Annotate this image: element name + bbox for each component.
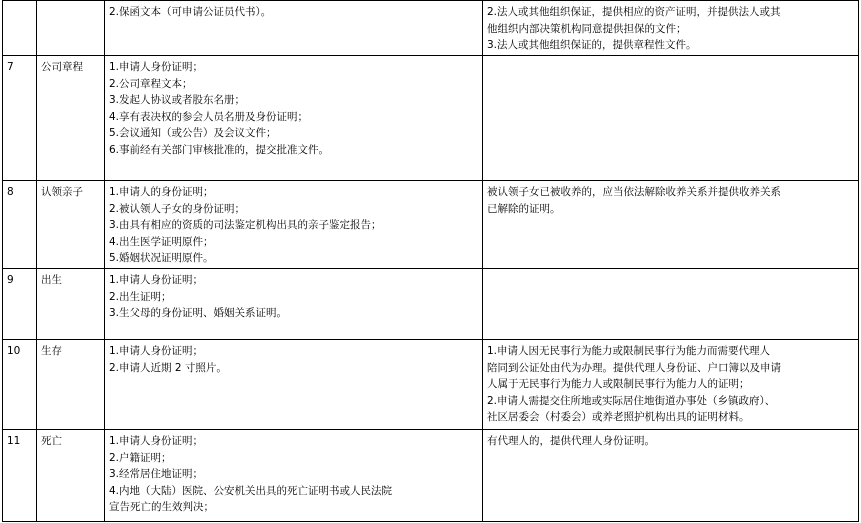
material-line: 3.经常居住地证明； <box>109 468 204 480</box>
item-name: 死亡 <box>37 430 105 522</box>
table-row <box>3 1 859 56</box>
note-line: 有代理人的，提供代理人身份证明。 <box>487 435 655 447</box>
note-line: 2.法人或其他组织保证，提供相应的资产证明，并提供法人或其 <box>487 6 781 18</box>
notary-materials-table <box>2 0 859 522</box>
material-line: 1.申请人身份证明； <box>109 435 204 447</box>
note-line: 3.法人或其他组织保证的，提供章程性文件。 <box>487 39 697 51</box>
table-row <box>3 56 859 181</box>
item-name: 出生 <box>37 269 105 340</box>
material-line: 2.保函文本（可申请公证员代书）。 <box>109 6 272 18</box>
materials-cell <box>105 430 483 522</box>
material-line: 2.被认领人子女的身份证明； <box>109 202 246 215</box>
material-line: 2.申请人近期 2 寸照片。 <box>109 361 227 374</box>
materials-cell <box>105 269 483 340</box>
material-line: 3.发起人协议或者股东名册； <box>109 94 246 106</box>
material-line: 宣告死亡的生效判决； <box>109 501 214 513</box>
notes-cell <box>483 269 859 340</box>
row-number: 7 <box>3 56 37 181</box>
notes-cell <box>483 56 859 181</box>
notes-cell <box>483 1 859 56</box>
material-line: 6.事前经有关部门审核批准的，提交批准文件。 <box>109 143 330 156</box>
row-number: 8 <box>3 181 37 269</box>
note-line: 1.申请人因无民事行为能力或限制民事行为能力而需要代理人 <box>487 345 771 357</box>
material-line: 5.会议通知（或公告）及会议文件； <box>109 127 277 139</box>
material-line: 2.户籍证明； <box>109 451 172 464</box>
material-line: 3.生父母的身份证明、婚姻关系证明。 <box>109 307 288 319</box>
materials-cell <box>105 181 483 269</box>
notes-cell <box>483 430 859 522</box>
item-name: 生存 <box>37 340 105 430</box>
material-line: 1.申请人的身份证明； <box>109 186 214 198</box>
material-line: 4.出生医学证明原件； <box>109 235 214 248</box>
notes-cell <box>483 181 859 269</box>
row-number: 11 <box>3 430 37 522</box>
item-name: 认领亲子 <box>37 181 105 269</box>
materials-cell <box>105 56 483 181</box>
note-line: 他组织内部决策机构同意提供担保的文件； <box>487 22 687 35</box>
table-row <box>3 430 859 522</box>
note-line: 陪同到公证处由代为办理。提供代理人身份证、户口簿以及申请 <box>487 361 781 374</box>
row-number <box>3 1 37 56</box>
note-line: 被认领子女已被收养的，应当依法解除收养关系并提供收养关系 <box>487 186 781 198</box>
material-line: 2.公司章程文本； <box>109 77 193 90</box>
material-line: 4.享有表决权的参会人员名册及身份证明； <box>109 110 309 123</box>
material-line: 2.出生证明； <box>109 290 172 303</box>
material-line: 1.申请人身份证明； <box>109 274 204 286</box>
material-line: 4.内地（大陆）医院、公安机关出具的死亡证明书或人民法院 <box>109 484 393 497</box>
material-line: 3.由具有相应的资质的司法鉴定机构出具的亲子鉴定报告； <box>109 219 382 231</box>
materials-cell <box>105 1 483 56</box>
materials-cell <box>105 340 483 430</box>
row-number: 9 <box>3 269 37 340</box>
table-row <box>3 181 859 269</box>
note-line: 2.申请人需提交住所地或实际居住地街道办事处（乡镇政府）、 <box>487 394 776 407</box>
row-number: 10 <box>3 340 37 430</box>
material-line: 5.婚姻状况证明原件。 <box>109 252 214 264</box>
note-line: 社区居委会（村委会）或养老照护机构出具的证明材料。 <box>487 411 750 423</box>
material-line: 1.申请人身份证明； <box>109 61 204 73</box>
item-name: 公司章程 <box>37 56 105 181</box>
note-line: 已解除的证明。 <box>487 202 561 215</box>
material-line: 1.申请人身份证明； <box>109 345 204 357</box>
table-row <box>3 340 859 430</box>
note-line: 人属于无民事行为能力人或限制民事行为能力人的证明； <box>487 378 750 390</box>
notes-cell <box>483 340 859 430</box>
item-name <box>37 1 105 56</box>
table-row <box>3 269 859 340</box>
